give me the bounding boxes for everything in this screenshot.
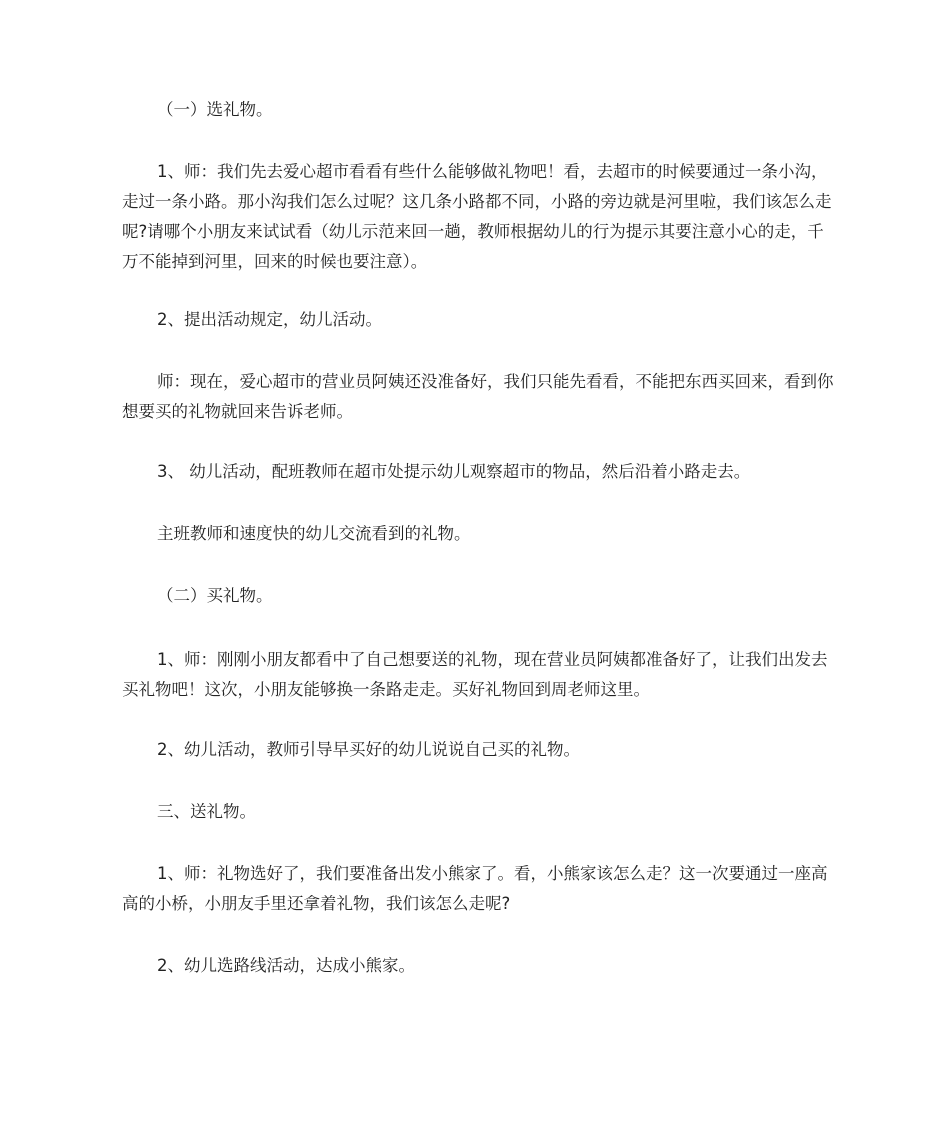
section-heading-buy-gift: （二）买礼物。 (157, 586, 273, 605)
section-heading-select-gift: （一）选礼物。 (157, 100, 273, 119)
paragraph-7: 2、幼儿活动，教师引导早买好的幼儿说说自己买的礼物。 (157, 740, 580, 759)
paragraph-9: 2、幼儿选路线活动，达成小熊家。 (157, 956, 415, 975)
paragraph-2: 2、提出活动规定，幼儿活动。 (157, 310, 382, 329)
paragraph-4: 3、 幼儿活动，配班教师在超市处提示幼儿观察超市的物品，然后沿着小路走去。 (157, 462, 751, 481)
paragraph-3: 师：现在，爱心超市的营业员阿姨还没准备好，我们只能先看看，不能把东西买回来，看到你想要买的礼物就回来告诉老师。 (122, 372, 834, 421)
section-heading-send-gift: 三、送礼物。 (157, 802, 256, 821)
paragraph-6: 1、师：刚刚小朋友都看中了自己想要送的礼物，现在营业员阿姨都准备好了，让我们出发去买礼物吧！这次，小朋友能够换一条路走走。买好礼物回到周老师这里。 (122, 650, 828, 699)
paragraph-5: 主班教师和速度快的幼儿交流看到的礼物。 (157, 524, 471, 543)
paragraph-8: 1、师：礼物选好了，我们要准备出发小熊家了。看，小熊家该怎么走？这一次要通过一座高高的小桥，小朋友手里还拿着礼物，我们该怎么走呢? (122, 864, 828, 913)
paragraph-1: 1、师：我们先去爱心超市看看有些什么能够做礼物吧！看，去超市的时候要通过一条小沟，走过一条小路。那小沟我们怎么过呢？这几条小路都不同，小路的旁边就是河里啦，我们该怎么走呢?请哪个小朋友来试试看（幼儿示范来回一趟，教师根据幼儿的行为提示其要注意小心的走，千万不能掉到河里，回来的时候也要注意）。 (122, 162, 832, 271)
